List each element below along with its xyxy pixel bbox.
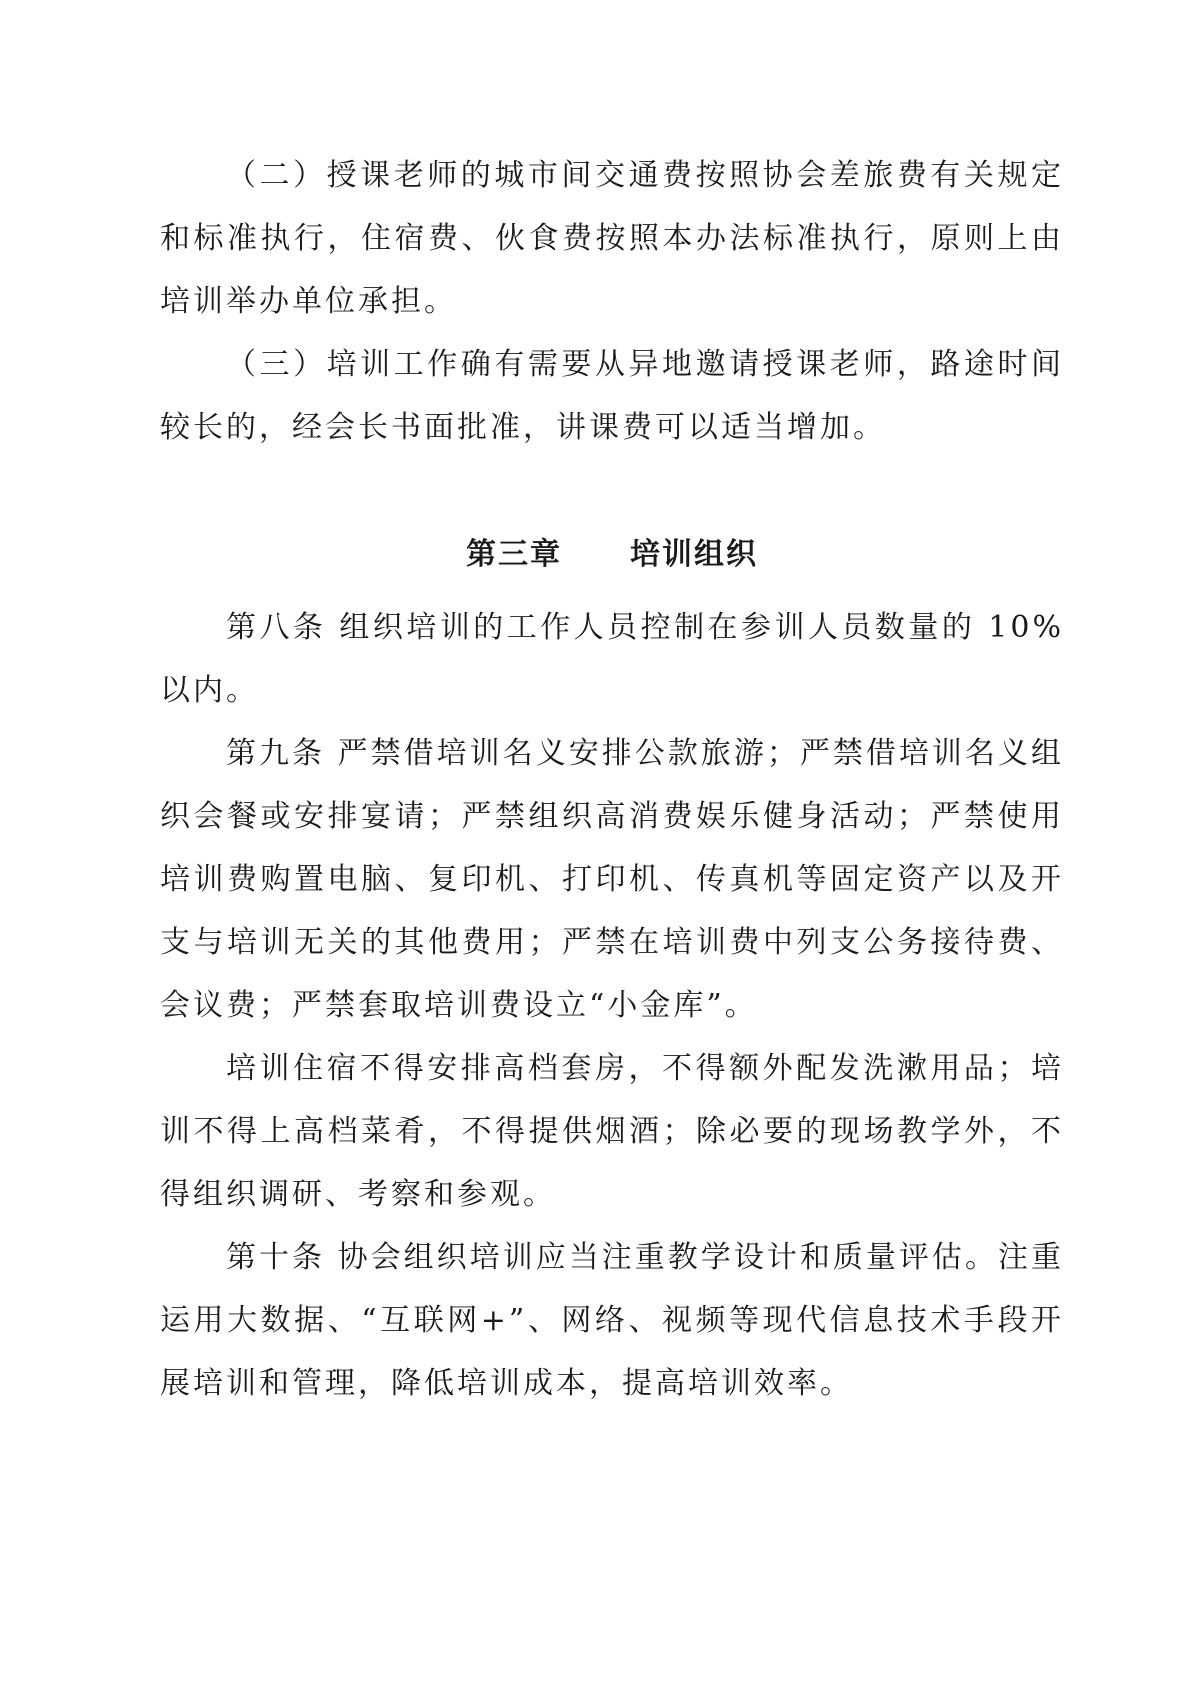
intro-section	[160, 144, 1064, 459]
article-10: 第十条 协会组织培训应当注重教学设计和质量评估。注重运用大数据、“互联网+”、网络、视频等现代信息技术手段开展培训和管理，降低培训成本，提高培训效率。	[160, 1240, 1064, 1401]
article-8: 第八条 组织培训的工作人员控制在参训人员数量的 10%以内。	[160, 610, 1064, 708]
paragraph-travel-expenses: （二）授课老师的城市间交通费按照协会差旅费有关规定和标准执行，住宿费、伙食费按照本办法标准执行，原则上由培训举办单位承担。	[160, 158, 1064, 319]
chapter-section	[160, 596, 1064, 1415]
chapter-heading	[160, 530, 1064, 580]
chapter-number: 第三章	[466, 537, 562, 572]
paragraph-accommodation-rules: 培训住宿不得安排高档套房，不得额外配发洗漱用品；培训不得上高档菜肴，不得提供烟酒；除必要的现场教学外，不得组织调研、考察和参观。	[160, 1051, 1064, 1212]
article-9: 第九条 严禁借培训名义安排公款旅游；严禁借培训名义组织会餐或安排宴请；严禁组织高消费娱乐健身活动；严禁使用培训费购置电脑、复印机、打印机、传真机等固定资产以及开支与培训无关的其他费用；严禁在培训费中列支公务接待费、会议费；严禁套取培训费设立“小金库”。	[160, 736, 1064, 1023]
chapter-name: 培训组织	[630, 537, 758, 572]
paragraph-remote-teachers: （三）培训工作确有需要从异地邀请授课老师，路途时间较长的，经会长书面批准，讲课费可以适当增加。	[160, 347, 1064, 445]
